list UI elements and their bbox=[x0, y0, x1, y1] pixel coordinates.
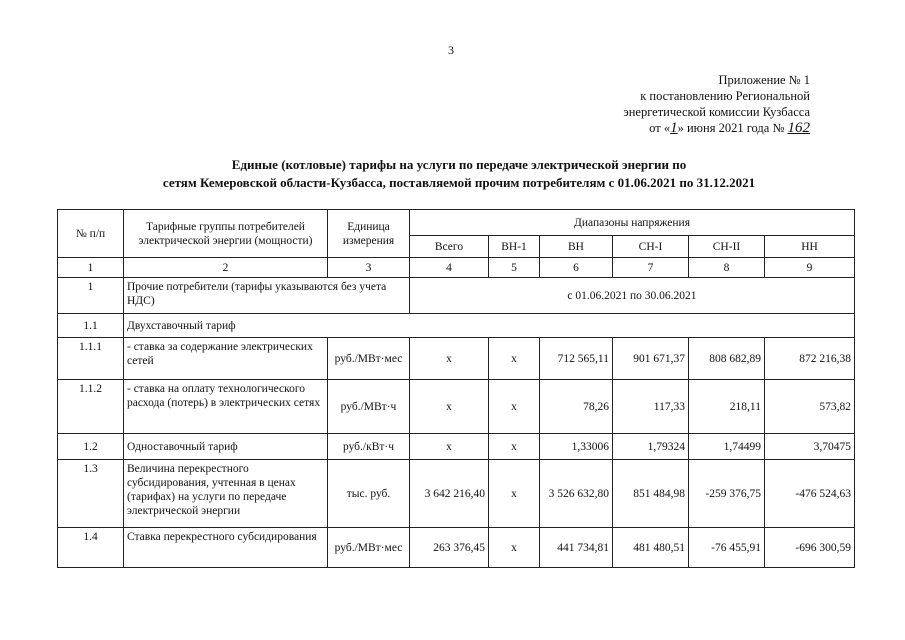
row-name: Одноставочный тариф bbox=[124, 434, 328, 460]
row-value: 851 484,98 bbox=[613, 460, 689, 528]
row-value: 441 734,81 bbox=[540, 528, 613, 568]
index-cell: 7 bbox=[613, 258, 689, 278]
row-value: -76 455,91 bbox=[689, 528, 765, 568]
index-row bbox=[58, 258, 855, 278]
row-value: х bbox=[489, 460, 540, 528]
header-group: Тарифные группы потребителей электрической энергии (мощности) bbox=[124, 210, 328, 258]
subsection-num: 1.1 bbox=[58, 314, 124, 338]
table-row bbox=[58, 434, 855, 460]
subsection-name: Двухставочный тариф bbox=[124, 314, 855, 338]
handwritten-day: 1 bbox=[670, 120, 678, 136]
index-cell: 1 bbox=[58, 258, 124, 278]
table-row bbox=[58, 338, 855, 380]
appendix-line-2: к постановлению Региональной bbox=[640, 89, 810, 103]
row-value: х bbox=[489, 528, 540, 568]
row-unit: руб./МВт·ч bbox=[328, 380, 410, 434]
row-name: - ставка на оплату технологического расхода (потерь) в электрических сетях bbox=[124, 380, 328, 434]
row-value: 712 565,11 bbox=[540, 338, 613, 380]
header-ranges: Диапазоны напряжения bbox=[410, 210, 855, 236]
row-value: х bbox=[410, 338, 489, 380]
header-col-vn1: ВН-1 bbox=[489, 236, 540, 258]
row-value: -259 376,75 bbox=[689, 460, 765, 528]
subsection-row bbox=[58, 314, 855, 338]
index-cell: 4 bbox=[410, 258, 489, 278]
row-value: -696 300,59 bbox=[765, 528, 855, 568]
section-num: 1 bbox=[58, 278, 124, 314]
header-unit: Единица измерения bbox=[328, 210, 410, 258]
header-col-total: Всего bbox=[410, 236, 489, 258]
table-row bbox=[58, 380, 855, 434]
date-middle: » июня 2021 года № bbox=[677, 121, 785, 135]
row-value: х bbox=[489, 380, 540, 434]
row-value: х bbox=[410, 434, 489, 460]
row-value: 1,33006 bbox=[540, 434, 613, 460]
header-col-nn: НН bbox=[765, 236, 855, 258]
row-unit: тыс. руб. bbox=[328, 460, 410, 528]
row-value: 1,74499 bbox=[689, 434, 765, 460]
row-unit: руб./кВт·ч bbox=[328, 434, 410, 460]
row-unit: руб./МВт·мес bbox=[328, 528, 410, 568]
row-num: 1.2 bbox=[58, 434, 124, 460]
appendix-date-line bbox=[520, 120, 810, 136]
table-row bbox=[58, 528, 855, 568]
tariff-table bbox=[57, 209, 855, 568]
date-prefix: от « bbox=[649, 121, 671, 135]
section-name: Прочие потребители (тарифы указываются без учета НДС) bbox=[124, 278, 410, 314]
row-name: Ставка перекрестного субсидирования bbox=[124, 528, 328, 568]
index-cell: 6 bbox=[540, 258, 613, 278]
row-value: х bbox=[489, 434, 540, 460]
row-value: 117,33 bbox=[613, 380, 689, 434]
row-value: 263 376,45 bbox=[410, 528, 489, 568]
row-num: 1.4 bbox=[58, 528, 124, 568]
section-row bbox=[58, 278, 855, 314]
header-col-sn2: СН-II bbox=[689, 236, 765, 258]
row-num: 1.1.2 bbox=[58, 380, 124, 434]
row-value: х bbox=[489, 338, 540, 380]
row-value: 573,82 bbox=[765, 380, 855, 434]
header-col-sn1: СН-I bbox=[613, 236, 689, 258]
page-number: 3 bbox=[448, 43, 454, 57]
row-name: - ставка за содержание электрических сетей bbox=[124, 338, 328, 380]
row-value: -476 524,63 bbox=[765, 460, 855, 528]
document-title bbox=[60, 156, 858, 192]
row-value: 808 682,89 bbox=[689, 338, 765, 380]
appendix-line-1: Приложение № 1 bbox=[718, 73, 810, 87]
row-value: 3 526 632,80 bbox=[540, 460, 613, 528]
row-value: х bbox=[410, 380, 489, 434]
row-value: 3,70475 bbox=[765, 434, 855, 460]
row-value: 218,11 bbox=[689, 380, 765, 434]
row-num: 1.3 bbox=[58, 460, 124, 528]
row-value: 872 216,38 bbox=[765, 338, 855, 380]
index-cell: 2 bbox=[124, 258, 328, 278]
row-value: 901 671,37 bbox=[613, 338, 689, 380]
row-value: 481 480,51 bbox=[613, 528, 689, 568]
row-value: 78,26 bbox=[540, 380, 613, 434]
row-num: 1.1.1 bbox=[58, 338, 124, 380]
section-period: с 01.06.2021 по 30.06.2021 bbox=[410, 278, 855, 314]
row-value: 1,79324 bbox=[613, 434, 689, 460]
row-value: 3 642 216,40 bbox=[410, 460, 489, 528]
row-name: Величина перекрестного субсидирования, учтенная в ценах (тарифах) на услуги по передаче электрической энергии bbox=[124, 460, 328, 528]
index-cell: 5 bbox=[489, 258, 540, 278]
row-unit: руб./МВт·мес bbox=[328, 338, 410, 380]
appendix-line-3: энергетической комиссии Кузбасса bbox=[623, 105, 810, 119]
index-cell: 3 bbox=[328, 258, 410, 278]
title-line-2: сетям Кемеровской области-Кузбасса, поставляемой прочим потребителям с 01.06.2021 по 31.12.2021 bbox=[162, 175, 756, 190]
table-row bbox=[58, 460, 855, 528]
index-cell: 9 bbox=[765, 258, 855, 278]
index-cell: 8 bbox=[689, 258, 765, 278]
handwritten-number: 162 bbox=[787, 120, 810, 136]
appendix-header bbox=[520, 72, 810, 136]
header-col-vn: ВН bbox=[540, 236, 613, 258]
header-num: № п/п bbox=[58, 210, 124, 258]
title-line-1: Единые (котловые) тарифы на услуги по передаче электрической энергии по bbox=[231, 157, 687, 172]
